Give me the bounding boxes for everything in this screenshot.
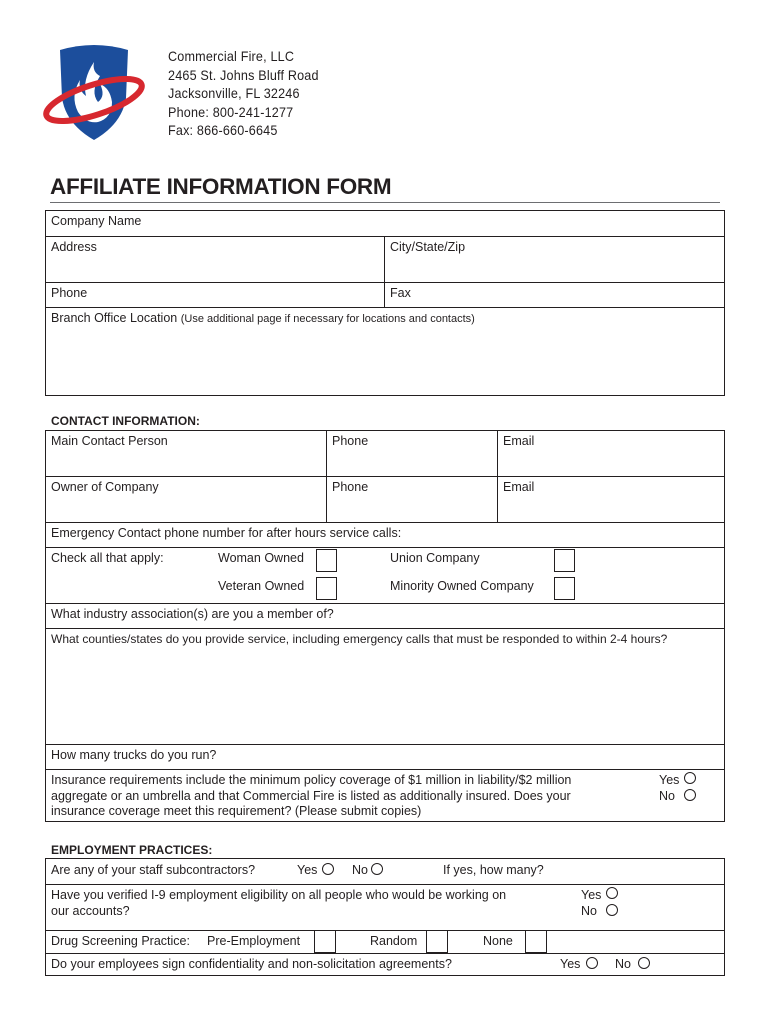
- divider: [45, 547, 725, 548]
- minority-owned-label: Minority Owned Company: [390, 579, 534, 593]
- confidentiality-yes-radio[interactable]: [586, 957, 598, 969]
- confidentiality-question: Do your employees sign confidentiality and non-solicitation agreements?: [51, 957, 452, 971]
- veteran-owned-checkbox[interactable]: [316, 577, 337, 600]
- woman-owned-label: Woman Owned: [218, 551, 304, 565]
- i9-line-1: Have you verified I-9 employment eligibility on all people who would be working on: [51, 888, 507, 902]
- emergency-contact-field[interactable]: Emergency Contact phone number for after hours service calls:: [51, 526, 402, 540]
- divider: [45, 769, 725, 770]
- confidentiality-no-label: No: [615, 957, 631, 971]
- divider: [45, 603, 725, 604]
- company-info-table: [45, 210, 725, 396]
- i9-line-2: our accounts?: [51, 903, 130, 918]
- divider: [384, 236, 385, 307]
- i9-no-label: No: [581, 904, 597, 918]
- subcontractors-count-field[interactable]: If yes, how many?: [443, 863, 544, 877]
- phone-field[interactable]: Phone: [51, 286, 88, 300]
- form-title: AFFILIATE INFORMATION FORM: [50, 174, 392, 199]
- main-contact-email-field[interactable]: Email: [503, 434, 535, 448]
- company-phone: Phone: 800-241-1277: [168, 103, 294, 120]
- i9-yes-radio[interactable]: [606, 887, 618, 899]
- i9-yes-label: Yes: [581, 888, 602, 902]
- branch-office-label: Branch Office Location: [51, 311, 178, 325]
- none-label: None: [483, 934, 513, 948]
- minority-owned-checkbox[interactable]: [554, 577, 575, 600]
- pre-employment-checkbox[interactable]: [314, 930, 336, 953]
- service-area-field[interactable]: What counties/states do you provide service, including emergency calls that must be responded to within 2-4 hours?: [51, 632, 668, 646]
- fax-field[interactable]: Fax: [390, 286, 411, 300]
- drug-screening-label: Drug Screening Practice:: [51, 934, 190, 948]
- random-checkbox[interactable]: [426, 930, 448, 953]
- company-name-field[interactable]: Company Name: [51, 214, 142, 228]
- i9-no-radio[interactable]: [606, 904, 618, 916]
- insurance-line-2: aggregate or an umbrella and that Commercial Fire is listed as additionally insured. Does your: [51, 788, 571, 803]
- i9-question: [51, 888, 506, 919]
- insurance-no-radio[interactable]: [684, 789, 696, 801]
- woman-owned-checkbox[interactable]: [316, 549, 337, 572]
- divider: [45, 884, 725, 885]
- pre-employment-label: Pre-Employment: [207, 934, 301, 948]
- owner-email-field[interactable]: Email: [503, 480, 535, 494]
- insurance-line-1: Insurance requirements include the minimum policy coverage of $1 million in liability/$2 million: [51, 773, 572, 787]
- veteran-owned-label: Veteran Owned: [218, 579, 305, 593]
- divider: [326, 430, 327, 522]
- subcontractors-no-radio[interactable]: [371, 863, 383, 875]
- insurance-no-label: No: [659, 789, 675, 803]
- union-company-checkbox[interactable]: [554, 549, 575, 572]
- none-checkbox[interactable]: [525, 930, 547, 953]
- check-all-label: Check all that apply:: [51, 551, 164, 565]
- owner-field[interactable]: Owner of Company: [51, 480, 159, 494]
- company-address-block: [168, 47, 319, 140]
- company-fax: Fax: 866-660-6645: [168, 122, 278, 139]
- divider: [45, 628, 725, 629]
- company-street: 2465 St. Johns Bluff Road: [168, 66, 319, 83]
- subcontractors-yes-radio[interactable]: [322, 863, 334, 875]
- divider: [45, 476, 725, 477]
- company-logo: [42, 40, 146, 144]
- divider: [45, 307, 725, 308]
- insurance-yes-radio[interactable]: [684, 772, 696, 784]
- confidentiality-no-radio[interactable]: [638, 957, 650, 969]
- subcontractors-yes-label: Yes: [297, 863, 318, 877]
- confidentiality-yes-label: Yes: [560, 957, 581, 971]
- employment-practices-heading: EMPLOYMENT PRACTICES:: [51, 843, 213, 857]
- insurance-yes-label: Yes: [659, 773, 680, 787]
- city-state-zip-field[interactable]: City/State/Zip: [390, 240, 466, 254]
- random-label: Random: [370, 934, 418, 948]
- divider: [45, 282, 725, 283]
- divider: [45, 953, 725, 954]
- title-divider: [50, 202, 720, 203]
- trucks-field[interactable]: How many trucks do you run?: [51, 748, 217, 762]
- union-company-label: Union Company: [390, 551, 480, 565]
- divider: [45, 930, 725, 931]
- insurance-line-3: insurance coverage meet this requirement? (Please submit copies): [51, 804, 422, 819]
- contact-information-heading: CONTACT INFORMATION:: [51, 414, 200, 428]
- branch-office-note: (Use additional page if necessary for locations and contacts): [180, 313, 475, 325]
- insurance-question: [51, 773, 571, 820]
- owner-phone-field[interactable]: Phone: [332, 480, 369, 494]
- main-contact-field[interactable]: Main Contact Person: [51, 434, 168, 448]
- address-field[interactable]: Address: [51, 240, 97, 254]
- main-contact-phone-field[interactable]: Phone: [332, 434, 369, 448]
- divider: [45, 522, 725, 523]
- divider: [45, 744, 725, 745]
- company-city: Jacksonville, FL 32246: [168, 85, 300, 102]
- company-name: Commercial Fire, LLC: [168, 48, 295, 64]
- associations-field[interactable]: What industry association(s) are you a member of?: [51, 607, 334, 621]
- subcontractors-question: Are any of your staff subcontractors?: [51, 863, 256, 877]
- divider: [45, 236, 725, 237]
- subcontractors-no-label: No: [352, 863, 368, 877]
- divider: [497, 430, 498, 522]
- branch-office-field[interactable]: [51, 311, 475, 325]
